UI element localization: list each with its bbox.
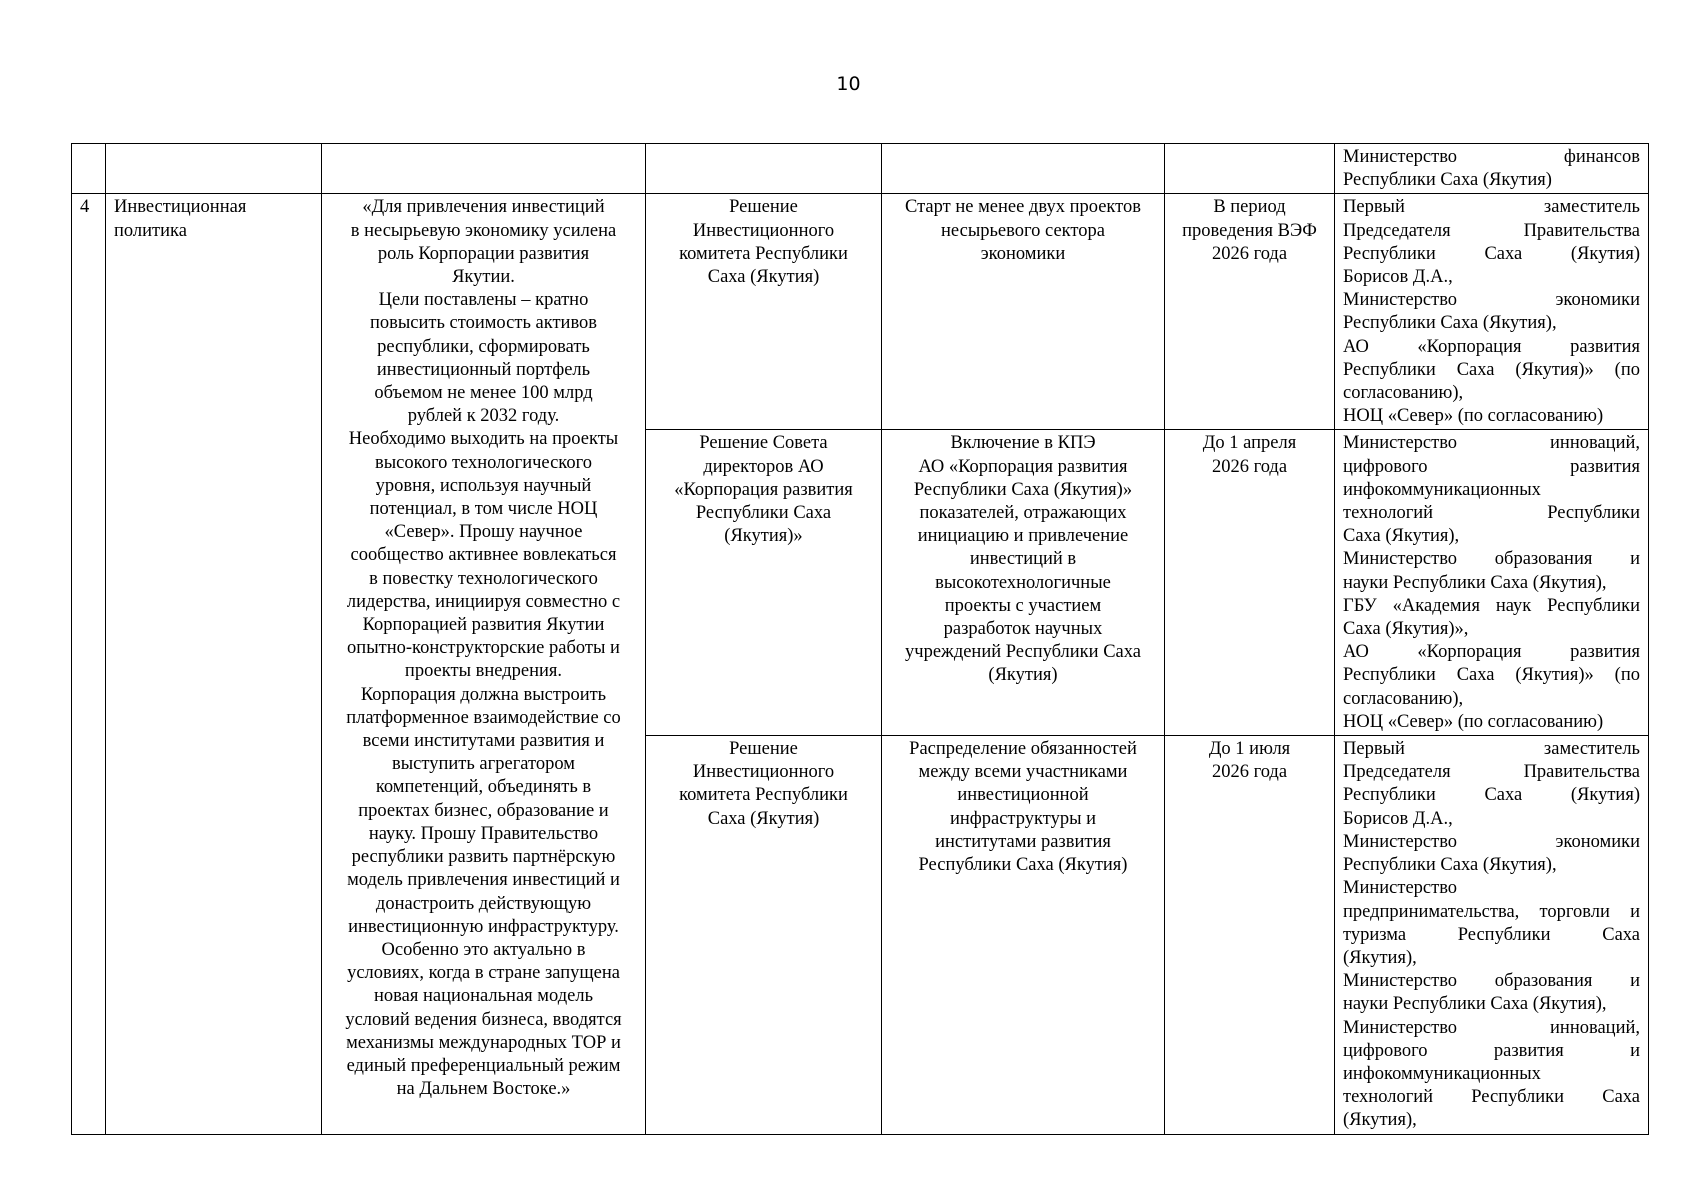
- cell-result: [882, 430, 1165, 736]
- text-line: Республики Саха (Якутия)» (по: [1343, 359, 1640, 380]
- table-row-continuation: [72, 144, 1649, 194]
- text-line: опытно-конструкторские работы и: [347, 638, 620, 659]
- text-line: комитета Республики: [679, 243, 848, 264]
- text-line: цифрового развития: [1343, 456, 1640, 477]
- text-line: науку. Прошу Правительство: [368, 823, 599, 844]
- text-line: модель привлечения инвестиций и: [347, 870, 620, 891]
- cell-direction-empty: [106, 144, 322, 194]
- text-line: Саха (Якутия): [707, 267, 820, 288]
- text-line: учреждений Республики Саха: [905, 642, 1141, 663]
- text-line: Цели поставлены – кратно: [378, 290, 589, 311]
- text-line: уровня, используя научный: [375, 475, 592, 496]
- cell-responsible: [1335, 194, 1649, 430]
- text-line: компетенций, объединять в: [375, 777, 592, 798]
- text-line: Инвестиционного: [692, 762, 835, 783]
- text-line: науки Республики Саха (Якутия),: [1343, 994, 1607, 1015]
- text-line: согласованию),: [1343, 383, 1464, 404]
- cell-deadline: [1165, 194, 1335, 430]
- text-line: Республики Саха (Якутия): [1343, 243, 1640, 264]
- text-line: До 1 июля: [1208, 739, 1291, 760]
- cell-mechanism: [646, 430, 882, 736]
- text-line: Республики Саха (Якутия): [1343, 170, 1552, 191]
- text-line: комитета Республики: [679, 785, 848, 806]
- text-line: 2026 года: [1211, 243, 1288, 264]
- cell-mechanism: [646, 194, 882, 430]
- text-line: Республики Саха: [695, 503, 832, 524]
- text-line: между всеми участниками: [918, 762, 1128, 783]
- text-line: Министерство инноваций,: [1343, 433, 1640, 454]
- cell-quote-empty: [322, 144, 646, 194]
- text-line: Министерство образования и: [1343, 549, 1640, 570]
- text-line: проекты внедрения.: [404, 661, 563, 682]
- text-line: экономики: [980, 243, 1066, 264]
- text-line: Министерство экономики: [1343, 831, 1640, 852]
- text-line: несырьевого сектора: [941, 220, 1105, 241]
- text-line: ГБУ «Академия наук Республики: [1343, 595, 1640, 616]
- cell-responsible: [1335, 144, 1649, 194]
- row-number: 4: [72, 194, 106, 1134]
- text-line: инфокоммуникационных: [1343, 479, 1541, 500]
- cell-deadline-empty: [1165, 144, 1335, 194]
- text-line: инвестиций в: [969, 549, 1077, 570]
- text-line: АО «Корпорация развития: [1343, 642, 1640, 663]
- text-line: рублей к 2032 году.: [407, 406, 560, 427]
- text-line: Министерство образования и: [1343, 971, 1640, 992]
- text-line: инвестиционной: [957, 785, 1089, 806]
- text-line: директоров АО: [703, 456, 824, 477]
- text-line: (Якутия),: [1343, 947, 1417, 968]
- text-line: НОЦ «Север» (по согласованию): [1343, 406, 1604, 427]
- text-line: (Якутия)»: [724, 526, 803, 547]
- text-line: предпринимательства, торговли и: [1343, 901, 1640, 922]
- text-line: «Корпорация развития: [674, 479, 853, 500]
- text-line: Борисов Д.А.,: [1343, 808, 1453, 829]
- text-line: Саха (Якутия)»,: [1343, 619, 1469, 640]
- text-line: инфокоммуникационных: [1343, 1063, 1541, 1084]
- text-line: Якутии.: [452, 267, 515, 288]
- text-line: инфраструктуры и: [949, 808, 1097, 829]
- text-line: разработок научных: [943, 619, 1103, 640]
- cell-mechanism: [646, 736, 882, 1134]
- text-line: Министерство экономики: [1343, 290, 1640, 311]
- text-line: Министерство финансов: [1343, 147, 1640, 167]
- cell-deadline: [1165, 736, 1335, 1134]
- text-line: Саха (Якутия): [707, 808, 820, 829]
- text-line: объемом не менее 100 млрд: [374, 383, 593, 404]
- cell-responsible: [1335, 430, 1649, 736]
- text-line: инвестиционную инфраструктуру.: [348, 916, 619, 937]
- text-line: в повестку технологического: [369, 568, 598, 589]
- text-line: высокого технологического: [375, 452, 592, 473]
- text-line: (Якутия): [988, 665, 1058, 686]
- text-line: До 1 апреля: [1202, 433, 1297, 454]
- text-line: проведения ВЭФ: [1182, 220, 1317, 241]
- text-line: Инвестиционная: [114, 197, 247, 218]
- cell-deadline: [1165, 430, 1335, 736]
- text-line: в несырьевую экономику усилена: [350, 220, 617, 241]
- text-line: Республики Саха (Якутия): [1343, 785, 1640, 806]
- text-line: политика: [114, 220, 187, 241]
- text-line: республики, сформировать: [377, 336, 590, 357]
- text-line: 2026 года: [1211, 456, 1288, 477]
- text-line: 2026 года: [1211, 762, 1288, 783]
- text-line: согласованию),: [1343, 688, 1464, 709]
- text-line: инвестиционный портфель: [376, 359, 591, 380]
- text-line: Саха (Якутия),: [1343, 526, 1460, 547]
- text-line: Председателя Правительства: [1343, 762, 1640, 783]
- text-line: Включение в КПЭ: [950, 433, 1096, 454]
- text-line: Корпорация должна выстроить: [360, 684, 607, 705]
- action-plan-table: [71, 143, 1649, 1135]
- text-line: туризма Республики Саха: [1343, 924, 1640, 945]
- cell-number-empty: [72, 144, 106, 194]
- row-direction: [106, 194, 322, 1134]
- text-line: Инвестиционного: [692, 220, 835, 241]
- cell-mechanism-empty: [646, 144, 882, 194]
- text-line: Министерство инноваций,: [1343, 1017, 1640, 1038]
- text-line: на Дальнем Востоке.»: [396, 1079, 571, 1100]
- text-line: Первый заместитель: [1343, 197, 1640, 218]
- text-line: Необходимо выходить на проекты: [348, 429, 619, 450]
- text-line: новая национальная модель: [373, 986, 594, 1007]
- text-line: инициацию и привлечение: [917, 526, 1129, 547]
- text-line: Председателя Правительства: [1343, 220, 1640, 241]
- text-line: В период: [1213, 197, 1286, 218]
- row-quote: [322, 194, 646, 1134]
- cell-result-empty: [882, 144, 1165, 194]
- text-line: «Для привлечения инвестиций: [362, 197, 605, 218]
- text-line: сообщество активнее вовлекаться: [350, 545, 617, 566]
- text-line: НОЦ «Север» (по согласованию): [1343, 711, 1604, 732]
- text-line: условиях, когда в стране запущена: [347, 963, 620, 984]
- text-line: Распределение обязанностей: [909, 739, 1137, 760]
- text-line: условий ведения бизнеса, вводятся: [345, 1009, 622, 1030]
- text-line: Решение: [729, 739, 798, 760]
- text-line: цифрового развития и: [1343, 1040, 1640, 1061]
- table-row: [72, 194, 1649, 430]
- text-line: проекты с участием: [944, 595, 1102, 616]
- text-line: всеми институтами развития и: [362, 731, 605, 752]
- text-line: донастроить действующую: [375, 893, 592, 914]
- text-line: Корпорацией развития Якутии: [362, 615, 605, 636]
- text-line: Республики Саха (Якутия)» (по: [1343, 665, 1640, 686]
- text-line: единый преференциальный режим: [346, 1055, 621, 1076]
- cell-responsible: [1335, 736, 1649, 1134]
- text-line: Первый заместитель: [1343, 739, 1640, 760]
- cell-result: [882, 194, 1165, 430]
- text-line: механизмы международных ТОР и: [346, 1032, 621, 1053]
- text-line: Решение: [729, 197, 798, 218]
- text-line: АО «Корпорация развития: [1343, 336, 1640, 357]
- text-line: повысить стоимость активов: [369, 313, 598, 334]
- text-line: институтами развития: [935, 831, 1111, 852]
- text-line: показателей, отражающих: [919, 503, 1127, 524]
- text-line: АО «Корпорация развития: [918, 456, 1128, 477]
- text-line: потенциал, в том числе НОЦ: [369, 499, 598, 520]
- text-line: лидерства, инициируя совместно с: [346, 591, 621, 612]
- text-line: Старт не менее двух проектов: [905, 197, 1141, 218]
- text-line: Министерство: [1343, 878, 1458, 899]
- text-line: Борисов Д.А.,: [1343, 267, 1453, 288]
- text-line: роль Корпорации развития: [377, 243, 590, 264]
- text-line: «Север». Прошу научное: [384, 522, 583, 543]
- text-line: Особенно это актуально в: [381, 939, 586, 960]
- text-line: республики развить партнёрскую: [351, 847, 616, 868]
- text-line: выступить агрегатором: [392, 754, 575, 775]
- text-line: проектах бизнес, образование и: [358, 800, 609, 821]
- text-line: платформенное взаимодействие со: [346, 707, 621, 728]
- text-line: Республики Саха (Якутия): [918, 855, 1128, 876]
- text-line: Республики Саха (Якутия),: [1343, 313, 1557, 334]
- text-line: технологий Республики Саха: [1343, 1087, 1640, 1108]
- text-line: науки Республики Саха (Якутия),: [1343, 572, 1607, 593]
- text-line: (Якутия),: [1343, 1110, 1417, 1131]
- text-line: высокотехнологичные: [935, 572, 1111, 593]
- cell-result: [882, 736, 1165, 1134]
- text-line: Республики Саха (Якутия)»: [913, 479, 1133, 500]
- text-line: Решение Совета: [699, 433, 828, 454]
- text-line: технологий Республики: [1343, 503, 1640, 524]
- text-line: Республики Саха (Якутия),: [1343, 855, 1557, 876]
- page-number: 10: [836, 73, 861, 95]
